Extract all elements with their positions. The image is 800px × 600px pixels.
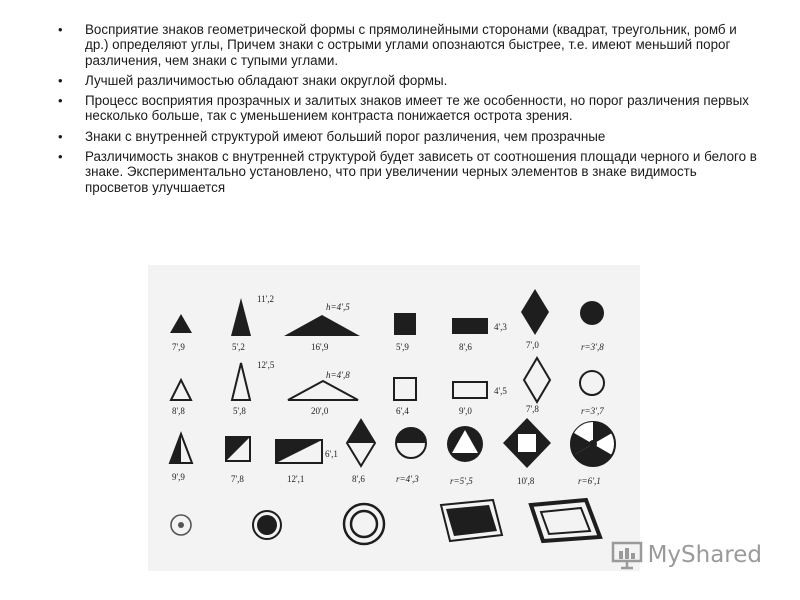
outline-rhombus [524, 358, 550, 402]
bullet-item [58, 149, 758, 195]
bullet-marker: • [58, 93, 63, 109]
bullet-item [58, 73, 758, 88]
figure-label: 8',6 [459, 342, 472, 352]
bullet-list [58, 22, 758, 200]
figure-label: r=4',3 [396, 474, 419, 484]
filled-rectangle [452, 318, 488, 334]
figure-label: r=5',5 [450, 476, 473, 486]
bullet-text: Лучшей различимостью обладают знаки округлой формы. [85, 72, 448, 88]
figure-label: 7',0 [526, 340, 539, 350]
figure-label: 20',0 [311, 406, 329, 416]
bullet-marker: • [58, 22, 63, 37]
small-ring-with-dot [171, 515, 191, 535]
outline-square [394, 378, 416, 400]
myshared-watermark [610, 540, 762, 570]
bullet-text: Различимость знаков с внутренней структурой будет зависеть от соотношения площади черного и белого в знаке. Экспериментально установлено, что при увеличении черных элементов в знаке видимость просветов улучшается [85, 149, 757, 195]
geometric-signs-figure [148, 265, 640, 571]
figure-label: 10',8 [517, 476, 535, 486]
figure-label: 6',1 [325, 449, 338, 459]
outline-parallelogram [531, 500, 600, 541]
figure-label: r=3',7 [581, 406, 604, 416]
half-filled-circle [396, 428, 426, 458]
figure-label: 5',2 [232, 342, 245, 352]
figure-label: h=4',5 [326, 302, 350, 312]
bullet-item [58, 129, 758, 144]
bullet-text: Процесс восприятия прозрачных и залитых знаков имеет те же особенности, но порог различения первых несколько больше, так с уменьшением контраста понижается острота зрения. [85, 93, 749, 124]
watermark-text: MyShared [647, 542, 762, 568]
figure-label: 11',2 [257, 294, 275, 304]
wide-outline-triangle [288, 381, 358, 400]
diagonal-split-square [226, 437, 250, 461]
geometric-signs-svg [148, 265, 640, 571]
figure-label: 5',9 [396, 342, 409, 352]
figure-label: 7',8 [231, 474, 244, 484]
bullet-marker: • [58, 128, 63, 144]
small-filled-triangle [170, 314, 192, 333]
figure-label: 9',0 [459, 406, 472, 416]
filled-square [394, 313, 416, 335]
diagonal-split-rectangle [276, 440, 322, 463]
figure-label: 12',5 [257, 360, 275, 370]
figure-label: 4',5 [494, 386, 507, 396]
bullet-item [58, 22, 758, 68]
rhombus-with-inner-square [503, 418, 551, 468]
figure-label: 16',9 [311, 342, 329, 352]
outline-circle [580, 371, 604, 395]
figure-label: 8',6 [352, 474, 365, 484]
figure-label: r=6',1 [578, 476, 601, 486]
figure-label: 7',9 [172, 342, 185, 352]
bullet-text: Знаки с внутренней структурой имеют больший порог различения, чем прозрачные [85, 128, 606, 144]
tall-filled-triangle [231, 298, 251, 336]
filled-parallelogram [441, 500, 502, 541]
ring-with-filled-center [253, 511, 281, 539]
figure-label: 6',4 [396, 406, 409, 416]
half-filled-triangle [170, 434, 192, 463]
small-outline-triangle [171, 380, 191, 400]
figure-label: 8',8 [172, 406, 185, 416]
presentation-chart-icon [610, 540, 644, 570]
tall-outline-triangle [232, 363, 250, 400]
bullet-marker: • [58, 149, 63, 165]
split-rhombus [347, 420, 375, 466]
figure-label: 5',8 [233, 406, 246, 416]
figure-label: 9',9 [172, 472, 185, 482]
wide-filled-triangle [284, 315, 360, 336]
bullet-marker: • [58, 72, 63, 88]
double-ring [344, 504, 384, 544]
bullet-text: Восприятие знаков геометрической формы с прямолинейными сторонами (квадрат, треугольник, ромб и др.) определяют углы, Причем знаки с острыми углами опознаются быстрее, т.е. имеют меньший порог различения, чем знаки с тупыми углами. [85, 22, 737, 68]
figure-label: h=4',8 [326, 370, 350, 380]
outline-rectangle [453, 382, 487, 398]
figure-label: 4',3 [494, 322, 507, 332]
bullet-item [58, 93, 758, 124]
figure-label: 7',8 [526, 404, 539, 414]
filled-circle [580, 301, 604, 325]
filled-rhombus [521, 289, 549, 335]
segmented-circle [571, 422, 615, 466]
circle-with-inner-triangle [447, 426, 483, 462]
figure-label: r=3',8 [581, 342, 604, 352]
figure-label: 12',1 [287, 474, 305, 484]
